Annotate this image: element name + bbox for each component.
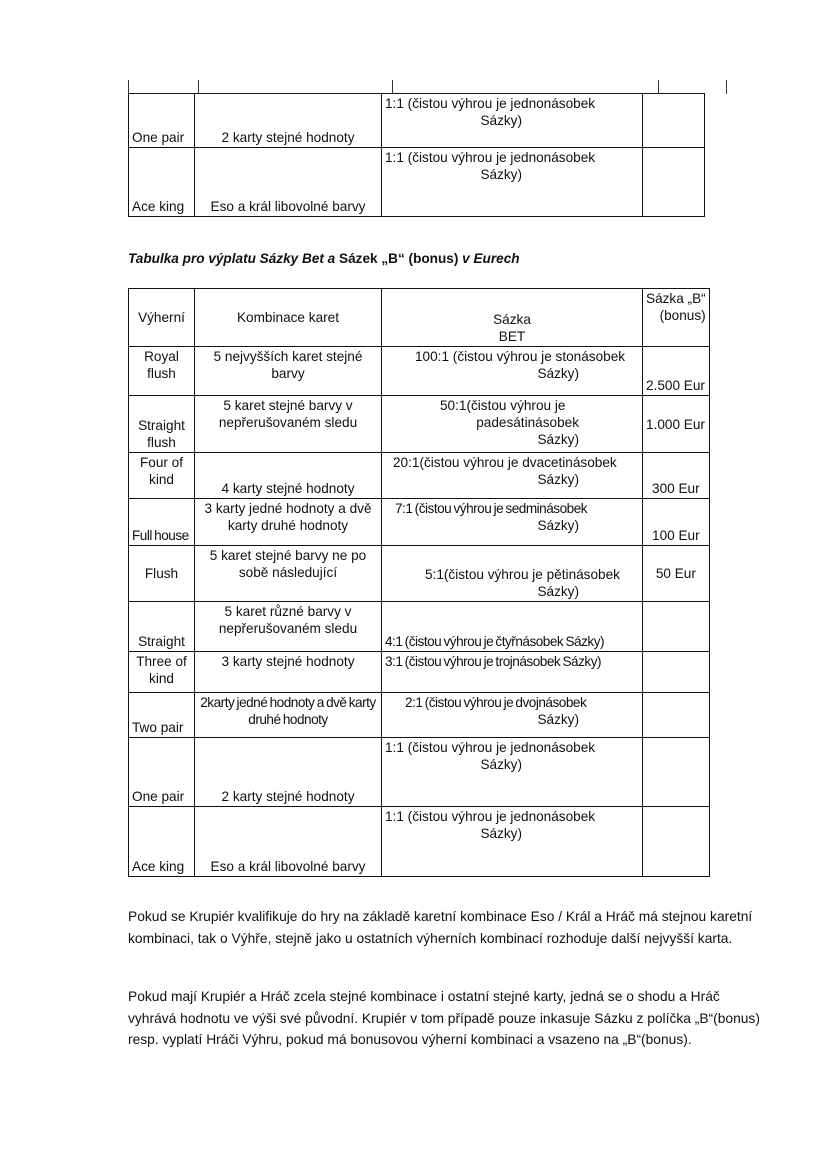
table-row <box>129 602 710 652</box>
header-bet <box>382 289 643 347</box>
hand-cell: Straight flush <box>129 396 195 453</box>
bet-text-cont: Sázky) <box>480 826 522 841</box>
bet-text-cont: Sázky) <box>480 167 522 182</box>
column-line <box>198 80 199 94</box>
header-bonus <box>643 289 710 347</box>
header-row <box>129 289 710 347</box>
bonus-cell: 50 Eur <box>643 546 710 602</box>
bonus-cell: 100 Eur <box>643 499 710 546</box>
bet-text: 5:1(čistou výhrou je pětinásobek <box>425 567 620 582</box>
bonus-cell <box>643 693 710 738</box>
hand-cell: Straight <box>129 602 195 652</box>
bet-text-cont: Sázky) <box>537 432 579 447</box>
bonus-cell <box>643 602 710 652</box>
caption-italic-end: v Eurech <box>462 251 520 266</box>
combination-cell: 4 karty stejné hodnoty <box>195 453 382 499</box>
header-bonus-line2: (bonus) <box>659 308 706 323</box>
bonus-cell <box>643 807 710 877</box>
bet-cell: 3:1 (čistou výhrou je trojnásobek Sázky) <box>382 652 643 693</box>
bet-text: 2:1 (čistou výhrou je dvojnásobek <box>405 695 587 710</box>
table-row <box>129 396 710 453</box>
bonus-cell <box>643 652 710 693</box>
caption-plain: Sázek „B“ (bonus) <box>339 251 463 266</box>
combination-cell: 5 karet stejné barvy ne po sobě následující <box>195 546 382 602</box>
column-line <box>392 80 393 94</box>
header-combination: Kombinace karet <box>195 289 382 347</box>
table-row <box>129 499 710 546</box>
bet-cell: 4:1 (čistou výhrou je čtyřnásobek Sázky) <box>382 602 643 652</box>
table-row <box>129 546 710 602</box>
bet-text-cont: Sázky) <box>537 584 579 599</box>
combination-cell: 5 karet různé barvy v nepřerušovaném sledu <box>195 602 382 652</box>
hand-cell: Two pair <box>129 693 195 738</box>
paragraph: Pokud mají Krupiér a Hráč zcela stejné kombinace i ostatní stejné karty, jedná se o shodu a Hráč vyhrává hodnotu ve výši své původní. Krupiér v tom případě pouze inkasuje Sázku z políčka „B“(bonus) resp. vyplatí Hráči Výhru, pokud má bonusovou výherní kombinaci a vsazeno na „B“(bonus). <box>128 989 760 1047</box>
hand-cell: Ace king <box>129 148 195 217</box>
table-row <box>129 693 710 738</box>
bet-text-cont: padesátinásobek <box>476 415 579 430</box>
bet-cell <box>382 94 643 148</box>
combination-cell: 3 karty stejné hodnoty <box>195 652 382 693</box>
bet-cell <box>382 396 643 453</box>
column-line <box>658 80 659 94</box>
table-caption <box>128 251 520 266</box>
payout-table <box>128 288 710 877</box>
bet-cell <box>382 347 643 396</box>
bet-text-cont: Sázky) <box>537 712 579 727</box>
header-bet-line1: Sázka <box>493 312 531 327</box>
bet-text: 1:1 (čistou výhrou je jednonásobek <box>385 809 596 824</box>
bonus-cell <box>643 738 710 807</box>
bet-text: 50:1(čistou výhrou je <box>440 398 566 413</box>
combination-cell: 2 karty stejné hodnoty <box>195 94 382 148</box>
table-row <box>129 738 710 807</box>
bet-text: 20:1(čistou výhrou je dvacetinásobek <box>393 455 617 470</box>
combination-cell: 5 nejvyšších karet stejné barvy <box>195 347 382 396</box>
table-row <box>129 807 710 877</box>
bet-text-cont: Sázky) <box>480 113 522 128</box>
combination-cell: 2karty jedné hodnoty a dvě karty druhé hodnoty <box>195 693 382 738</box>
continuation-table <box>128 93 705 217</box>
bet-text-cont: Sázky) <box>537 518 579 533</box>
combination-cell: Eso a král libovolné barvy <box>195 807 382 877</box>
bet-cell <box>382 499 643 546</box>
hand-cell: Flush <box>129 546 195 602</box>
bet-text: 1:1 (čistou výhrou je jednonásobek <box>385 96 596 111</box>
bet-text: 1:1 (čistou výhrou je jednonásobek <box>385 740 596 755</box>
bet-text-cont: Sázky) <box>537 472 579 487</box>
header-bonus-line1: Sázka „B“ <box>646 291 706 306</box>
bet-cell <box>382 807 643 877</box>
combination-cell: 5 karet stejné barvy v nepřerušovaném sledu <box>195 396 382 453</box>
hand-cell: One pair <box>129 738 195 807</box>
bet-cell <box>382 148 643 217</box>
bet-text-cont: Sázky) <box>537 366 579 381</box>
hand-cell: One pair <box>129 94 195 148</box>
table-continuation-lines <box>0 80 828 94</box>
combination-cell: 2 karty stejné hodnoty <box>195 738 382 807</box>
header-bet-line2: BET <box>498 329 526 344</box>
column-line <box>128 80 129 94</box>
table-row <box>129 148 705 217</box>
table-row <box>129 347 710 396</box>
bonus-cell <box>643 94 705 148</box>
hand-cell: Four of kind <box>129 453 195 499</box>
table-row <box>129 652 710 693</box>
caption-italic: Tabulka pro výplatu Sázky Bet a <box>128 251 340 266</box>
bet-cell <box>382 693 643 738</box>
bet-text: 7:1 (čistou výhrou je sedminásobek <box>395 501 588 516</box>
bonus-cell: 300 Eur <box>643 453 710 499</box>
bet-cell <box>382 738 643 807</box>
table-row <box>129 94 705 148</box>
bet-text: 1:1 (čistou výhrou je jednonásobek <box>385 150 596 165</box>
bet-text: 100:1 (čistou výhrou je stonásobek <box>415 349 626 364</box>
bonus-cell: 2.500 Eur <box>643 347 710 396</box>
bonus-cell: 1.000 Eur <box>643 396 710 453</box>
hand-cell: Royal flush <box>129 347 195 396</box>
column-line <box>726 80 727 94</box>
combination-cell: Eso a král libovolné barvy <box>195 148 382 217</box>
hand-cell: Ace king <box>129 807 195 877</box>
combination-cell: 3 karty jedné hodnoty a dvě karty druhé hodnoty <box>195 499 382 546</box>
hand-cell: Three of kind <box>129 652 195 693</box>
bet-text-cont: Sázky) <box>480 757 522 772</box>
bonus-cell <box>643 148 705 217</box>
paragraph: Pokud se Krupiér kvalifikuje do hry na základě karetní kombinace Eso / Král a Hráč má stejnou karetní kombinaci, tak o Výhře, stejně jako u ostatních výherních kombinací rozhoduje další nejvyšší karta. <box>128 909 753 946</box>
header-hand: Výherní <box>129 289 195 347</box>
table-row <box>129 453 710 499</box>
bet-cell <box>382 453 643 499</box>
hand-cell: Full house <box>129 499 195 546</box>
bet-cell <box>382 546 643 602</box>
